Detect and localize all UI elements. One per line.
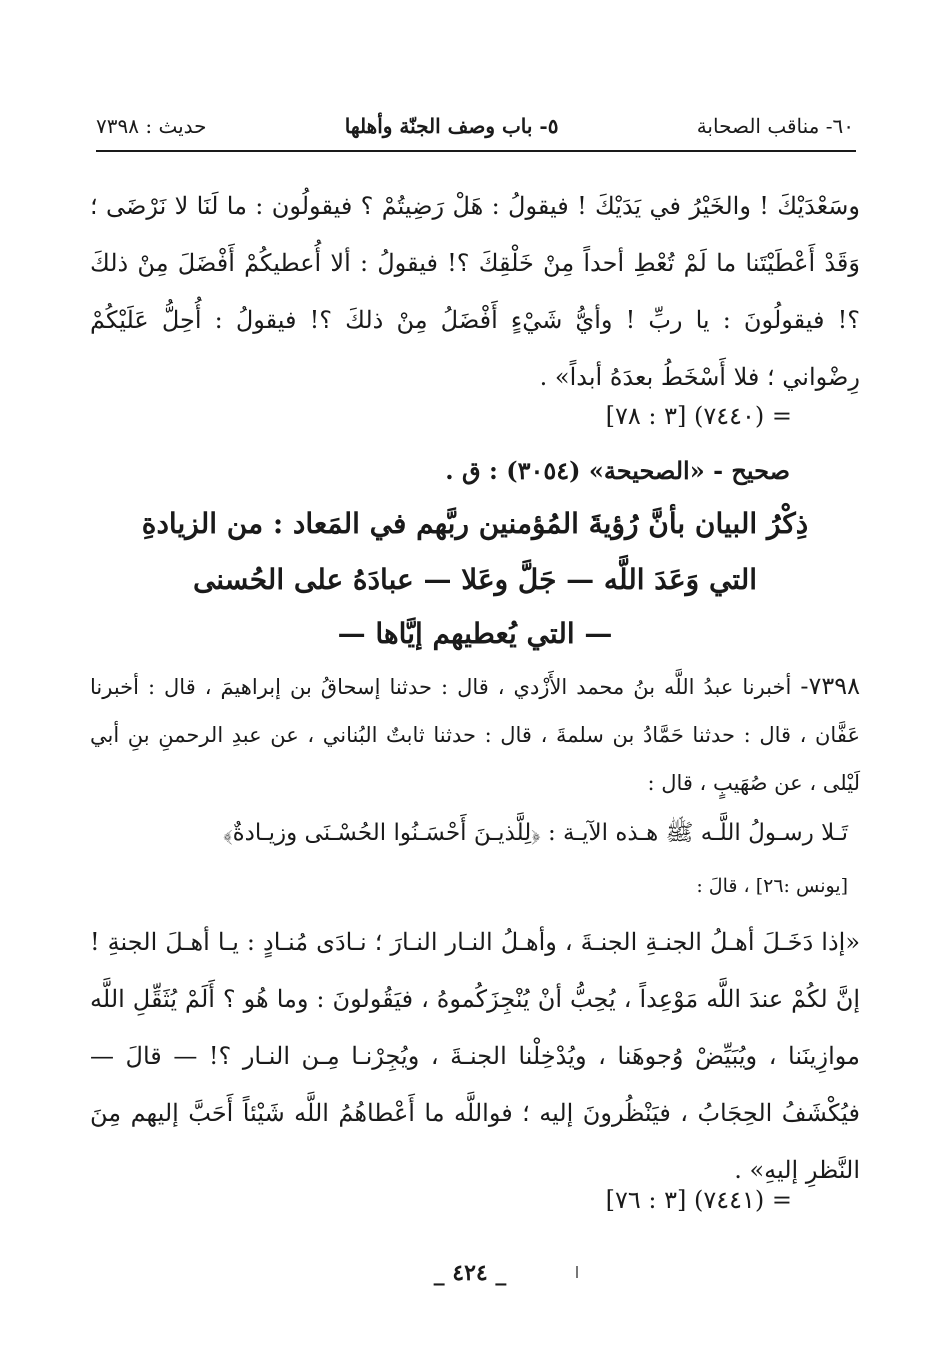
- chapter-title-line-1: ذِكْرُ البيان بأنَّ رُؤيةَ المُؤمنين ربَّهم في المَعاد : من الزيادةِ: [141, 507, 809, 540]
- hadith-verse-ref: [يونس :٢٦] ، قالَ :: [696, 875, 848, 897]
- hadith-matn: «إذا دَخَـلَ أهـلُ الجنـةِ الجنـةَ ، وأهـلُ النـار النـارَ ؛ نـادَى مُنـادٍ : يـا أهـلَ الجنةِ ! إنَّ لكُمْ عندَ اللَّه مَوْعِداً ، يُحِبُّ أنْ يُنْجِزَكُموهُ ، فيَقُولونَ : وما هُو ؟ أَلَمْ يُثَقِّلِ اللَّه موازِينَنا ، ويُبَيِّضْ وُجوهَنا ، ويُدْخِلْنا الجنـةَ ، ويُجِرْنـا مِـن النـار ؟! — قالَ — فيُكْشَفُ الحِجَابُ ، فيَنْظُرونَ إليه ؛ فواللَّه ما أَعْطاهُمُ اللَّه شَيْئاً أَحَبَّ إليهم مِنَ النَّظرِ إليهِ» .: [90, 928, 860, 1184]
- prev-hadith-grade: صحيح - «الصحيحة» (٣٠٥٤) : ق .: [445, 456, 790, 485]
- hadith-isnad-text: أخبرنا عبدُ اللَّه بنُ محمد الأَزْدي ، قال : حدثنا إسحاقُ بن إبراهيمَ ، قال : أخبرنا عَفَّان ، قال : حدثنا حَمَّادُ بن سلمةَ ، قال : حدثنا ثابتٌ البُناني ، عن عبدِ الرحمنِ بنِ أبي لَيْلى ، عن صُهَيبٍ ، قال :: [90, 675, 860, 795]
- page-number: _ ٤٢٤ _: [433, 1260, 507, 1286]
- chapter-title-line-3: — التي يُعطيهم إيَّاها —: [337, 617, 613, 650]
- scan-mark: [576, 1266, 578, 1278]
- header-hadith-ref: حديث : ٧٣٩٨: [96, 114, 207, 138]
- chapter-title-line-2: التي وَعَدَ اللَّه — جَلَّ وعَلا — عبادَهُ على الحُسنى: [192, 563, 758, 596]
- header-section: ٦٠- مناقب الصحابة: [696, 114, 854, 138]
- prev-hadith-text: وسَعْدَيْكَ ! والخَيْرُ في يَدَيْكَ ! فيقولُ : هَلْ رَضِيتُمْ ؟ فيقولُون : ما لَنَا لا نَرْضَى ؛ وَقَدْ أَعْطَيْتَنا ما لَمْ تُعْطِ أحداً مِنْ خَلْقِكَ ؟! فيقولُ : ألا أُعطيكُمْ أَفْضَلَ مِنْ ذلكَ ؟! فيقولُونَ : يا ربِّ ! وأيُّ شَيْءٍ أَفْضَلُ مِنْ ذلكَ ؟! فيقولُ : أُحِلُّ عَلَيْكُمْ رِضْواني ؛ فلا أَسْخَطُ بعدَهُ أبداً» .: [90, 192, 860, 391]
- hadith-recite-line: تَـلا رسـولُ اللَّـه ﷺ هـذه الآيـة : ﴿لِلَّذيـنَ أَحْسَـنُوا الحُسْـنَى وزيـادةٌ﴾: [223, 820, 848, 846]
- prev-hadith-ref: = (٧٤٤٠) [٣ : ٧٨]: [605, 402, 792, 430]
- hadith-number: ٧٣٩٨-: [800, 672, 860, 700]
- hadith-ref: = (٧٤٤١) [٣ : ٧٦]: [605, 1186, 792, 1214]
- header-chapter: ٥- باب وصف الجنّة وأهلها: [344, 114, 559, 138]
- header-divider: [96, 150, 856, 152]
- hadith-isnad: [90, 662, 860, 812]
- running-header: [96, 108, 854, 144]
